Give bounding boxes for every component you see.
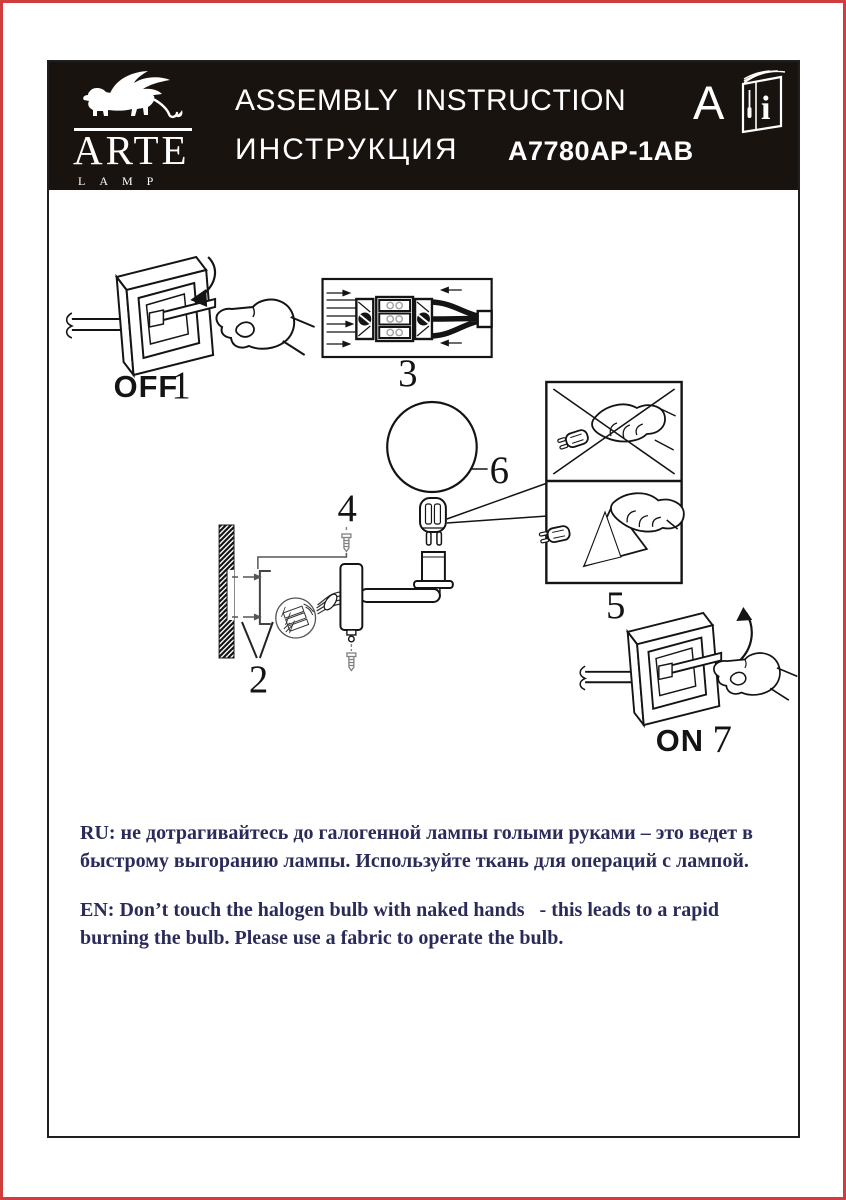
mounting-bracket (260, 571, 271, 624)
revision-letter: A (693, 76, 725, 129)
lamp-body-assembly (276, 552, 453, 671)
brand-subtitle: LAMP (78, 174, 168, 188)
sphere-shade (387, 402, 477, 492)
arrow-up-icon (736, 607, 752, 621)
header-bar (49, 62, 798, 190)
pointer-v (242, 622, 273, 658)
step-number-5: 5 (606, 583, 626, 628)
note-en-line1: EN: Don’t touch the halogen bulb with naked hands - this leads to a rapid (80, 899, 720, 921)
illustration-terminal-block (323, 279, 492, 357)
warning-panel (539, 382, 687, 583)
manual-book-icon (735, 68, 791, 134)
wall-mounting (219, 525, 273, 658)
step-number-4: 4 (337, 486, 357, 531)
title-instruction-ru: ИНСТРУКЦИЯ (235, 133, 459, 166)
illustration-switch-off (67, 257, 315, 375)
note-ru-line2: быстрому выгоранию лампы. Используйте ткань для операций с лампой. (80, 850, 749, 872)
mounting-screw-4 (342, 534, 351, 552)
label-off: OFF (113, 368, 179, 405)
step-number-1: 1 (171, 363, 191, 408)
leader-line-4 (258, 553, 347, 569)
note-en-line2: burning the bulb. Please use a fabric to operate the bulb. (80, 927, 564, 949)
title-assembly-instruction: ASSEMBLY INSTRUCTION (235, 84, 627, 117)
info-letter: i (761, 90, 771, 127)
label-on: ON (655, 722, 704, 759)
brand-name: ARTE (73, 127, 190, 173)
assembly-diagram (49, 190, 798, 810)
winged-lion-icon (79, 69, 187, 127)
note-ru (80, 819, 788, 875)
step-number-7: 7 (712, 717, 732, 762)
step-number-2: 2 (248, 657, 269, 702)
instruction-sheet (47, 60, 800, 1138)
note-en (80, 896, 788, 952)
model-number: A7780AP-1AB (508, 136, 694, 166)
step-number-3: 3 (398, 351, 418, 396)
step-number-6: 6 (489, 448, 510, 493)
safety-notes (80, 819, 788, 952)
halogen-bulb (420, 498, 446, 545)
wiring-detail-circle (276, 598, 316, 638)
note-ru-line1: RU: не дотрагивайтесь до галогенной лампы голыми руками – это ведет в (80, 822, 753, 844)
